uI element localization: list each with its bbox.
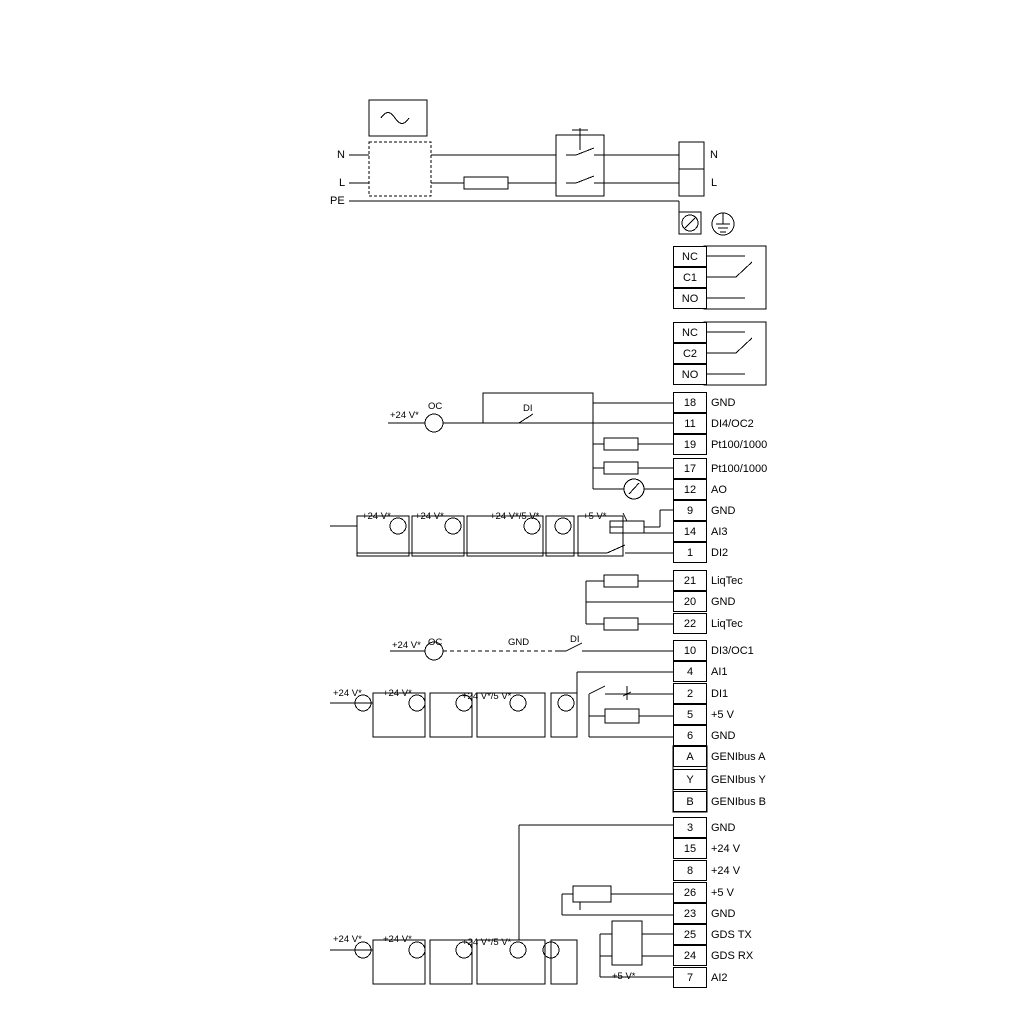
terminal-9-label: GND <box>711 505 736 517</box>
annotation-a14: +24 V*/5 V* <box>462 691 512 702</box>
terminal-25[interactable]: 25 <box>673 924 707 945</box>
annotation-a11: DI <box>570 634 580 645</box>
terminal-9[interactable]: 9 <box>673 500 707 521</box>
output-l-label: L <box>711 177 718 189</box>
annotation-a17: +24 V*/5 V* <box>462 937 512 948</box>
terminal-20[interactable]: 20 <box>673 591 707 612</box>
terminal-2[interactable]: 2 <box>673 683 707 704</box>
terminal-10[interactable]: 10 <box>673 640 707 661</box>
relay1-terminal-no[interactable]: NO <box>673 288 707 309</box>
terminal-y[interactable]: Y <box>673 769 707 790</box>
annotation-a18: +5 V* <box>612 971 636 982</box>
terminal-19-label: Pt100/1000 <box>711 439 768 451</box>
terminal-b[interactable]: B <box>673 791 707 812</box>
mains-pe-label: PE <box>330 195 345 207</box>
terminal-12[interactable]: 12 <box>673 479 707 500</box>
terminal-8[interactable]: 8 <box>673 860 707 881</box>
annotation-a15: +24 V* <box>333 934 362 945</box>
terminal-14[interactable]: 14 <box>673 521 707 542</box>
annotation-a3: DI <box>523 403 533 414</box>
terminal-4[interactable]: 4 <box>673 661 707 682</box>
mains-n-label: N <box>337 149 345 161</box>
terminal-6[interactable]: 6 <box>673 725 707 746</box>
terminal-26-label: +5 V <box>711 887 734 899</box>
terminal-26[interactable]: 26 <box>673 882 707 903</box>
terminal-5[interactable]: 5 <box>673 704 707 725</box>
terminal-5-label: +5 V <box>711 709 734 721</box>
terminal-23[interactable]: 23 <box>673 903 707 924</box>
relay2-terminal-nc[interactable]: NC <box>673 322 707 343</box>
annotation-a2: OC <box>428 401 443 412</box>
terminal-12-label: AO <box>711 484 727 496</box>
annotation-a10: GND <box>508 637 530 648</box>
terminal-20-label: GND <box>711 596 736 608</box>
annotation-a4: +24 V* <box>362 511 391 522</box>
terminal-14-label: AI3 <box>711 526 728 538</box>
annotation-a1: +24 V* <box>390 410 419 421</box>
terminal-4-label: AI1 <box>711 666 728 678</box>
terminal-3[interactable]: 3 <box>673 817 707 838</box>
terminal-21[interactable]: 21 <box>673 570 707 591</box>
terminal-11-label: DI4/OC2 <box>711 418 754 430</box>
terminal-15-label: +24 V <box>711 843 741 855</box>
terminal-1[interactable]: 1 <box>673 542 707 563</box>
terminal-b-label: GENIbus B <box>711 796 767 808</box>
mains-l-label: L <box>339 177 346 189</box>
terminal-10-label: DI3/OC1 <box>711 645 754 657</box>
terminal-23-label: GND <box>711 908 736 920</box>
annotation-a8: +24 V* <box>392 640 421 651</box>
relay2-terminal-c2[interactable]: C2 <box>673 343 707 364</box>
terminal-24-label: GDS RX <box>711 950 754 962</box>
terminal-11[interactable]: 11 <box>673 413 707 434</box>
annotation-a9: OC <box>428 637 443 648</box>
terminal-17[interactable]: 17 <box>673 458 707 479</box>
terminal-1-label: DI2 <box>711 547 729 559</box>
annotation-a6: +24 V*/5 V* <box>490 511 540 522</box>
terminal-7[interactable]: 7 <box>673 967 707 988</box>
terminal-6-label: GND <box>711 730 736 742</box>
relay2-terminal-no[interactable]: NO <box>673 364 707 385</box>
annotation-a13: +24 V* <box>383 688 412 699</box>
terminal-18-label: GND <box>711 397 736 409</box>
output-n-label: N <box>710 149 718 161</box>
terminal-22[interactable]: 22 <box>673 613 707 634</box>
terminal-21-label: LiqTec <box>711 575 743 587</box>
terminal-7-label: AI2 <box>711 972 728 984</box>
terminal-a[interactable]: A <box>673 746 707 767</box>
terminal-y-label: GENIbus Y <box>711 774 766 786</box>
terminal-2-label: DI1 <box>711 688 729 700</box>
terminal-18[interactable]: 18 <box>673 392 707 413</box>
terminal-22-label: LiqTec <box>711 618 743 630</box>
terminal-a-label: GENIbus A <box>711 751 766 763</box>
relay1-terminal-c1[interactable]: C1 <box>673 267 707 288</box>
terminal-8-label: +24 V <box>711 865 741 877</box>
terminal-19[interactable]: 19 <box>673 434 707 455</box>
terminal-25-label: GDS TX <box>711 929 752 941</box>
annotation-a5: +24 V* <box>415 511 444 522</box>
terminal-17-label: Pt100/1000 <box>711 463 768 475</box>
annotation-a16: +24 V* <box>383 934 412 945</box>
terminal-15[interactable]: 15 <box>673 838 707 859</box>
terminal-3-label: GND <box>711 822 736 834</box>
terminal-24[interactable]: 24 <box>673 945 707 966</box>
relay1-terminal-nc[interactable]: NC <box>673 246 707 267</box>
annotation-a12: +24 V* <box>333 688 362 699</box>
annotation-a7: +5 V* <box>583 511 607 522</box>
